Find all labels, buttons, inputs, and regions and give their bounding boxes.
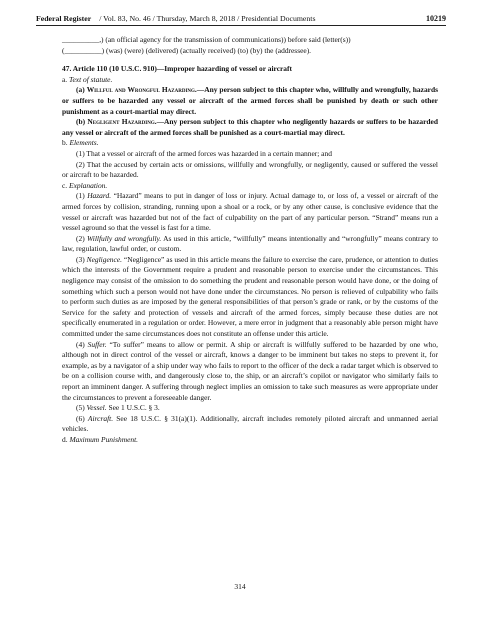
- explanation-5-term: Vessel.: [86, 403, 107, 413]
- item-c: [62, 181, 438, 192]
- statute-a-label: (a): [76, 85, 85, 95]
- explanation-2: [62, 234, 438, 255]
- document-body: [62, 35, 438, 446]
- item-b-text: Elements.: [69, 138, 99, 148]
- explanation-4: [62, 340, 438, 404]
- header-left: [36, 14, 315, 23]
- intro-line: __________,) (an official agency for the transmission of communications)) before said (letter(s)): [62, 35, 351, 44]
- header-page-number: 10219: [426, 14, 446, 23]
- explanation-6: [62, 414, 438, 435]
- explanation-1-term: Hazard.: [87, 191, 112, 201]
- explanation-3-num: (3): [76, 254, 85, 264]
- statute-a-heading: Willful and Wrongful Hazarding.: [86, 85, 197, 95]
- explanation-6-body: See 18 U.S.C. § 31(a)(1). Additionally, aircraft includes remotely piloted aircraft and unmanned aerial vehicles.: [62, 413, 439, 434]
- element-1: (1) That a vessel or aircraft of the armed forces was hazarded in a certain manner; and: [76, 148, 332, 158]
- explanation-3-body: “Negligence” as used in this article means the failure to exercise the care, prudence, or attention to duties which the interests of the Government require a prudent and reasonable person to exercise under the circumstances. This negligence may consist of the omission to do something the prudent and reasonable person would have done, or the doing of something which such a person would not have done under the circumstances. No person is relieved of culpability who fails to perform such duties as are imposed by the general responsibilities of that person’s grade or rank, or by the customs of the Service for the safety and protection of vessels and aircraft of the armed forces, simply because these duties are not specifically enumerated in a regulation or order. However, a mere error in judgment that a reasonably able person might have committed under the same circumstances does not constitute an offense under this article.: [62, 254, 439, 339]
- explanation-4-body: “To suffer” means to allow or permit. A ship or aircraft is willfully suffered to be hazarded by one who, although not in direct control of the vessel or aircraft, knows a danger to be imminent but takes no steps to prevent it, for example, as by a navigator of a ship under way who fails to report to the officer of the deck a radar target which is observed to be on a collision course with, and dangerously close to, the ship, or an aircraft’s copilot or navigator who similarly fails to report an imminent danger. A suffering through neglect implies an omission to take such measures as were appropriate under the circumstances to prevent a foreseeable danger.: [62, 339, 438, 402]
- publication-meta: / Vol. 83, No. 46 / Thursday, March 8, 2018 / Presidential Documents: [99, 14, 316, 23]
- item-d-text: Maximum Punishment.: [69, 434, 139, 444]
- statute-b-body: —Any person subject to this chapter who negligently hazards or suffers to be hazarded any vessel or aircraft of the armed forces shall be punished as a court-martial may direct.: [62, 117, 438, 137]
- explanation-1-body: “Hazard” means to put in danger of loss or injury. Actual damage to, or loss of, a vessel or aircraft of the armed forces by collision, stranding, running upon a shoal or a rock, or by any other cause, is conclusive evidence that the vessel or aircraft was hazarded but not of the fact of culpability on the part of any particular person. “Strand” means run a vessel aground so that the vessel is fast for a time.: [62, 191, 438, 233]
- explanation-3: [62, 255, 438, 340]
- item-c-label: c.: [62, 180, 68, 190]
- item-c-text: Explanation.: [69, 180, 108, 190]
- explanation-5-num: (5): [76, 403, 85, 413]
- explanation-5: [62, 403, 438, 414]
- item-a: [62, 75, 438, 86]
- explanation-1-num: (1): [76, 191, 85, 201]
- item-a-text: Text of statute.: [69, 74, 113, 84]
- item-b-label: b.: [62, 138, 68, 148]
- explanation-2-body: As used in this article, “willfully” means intentionally and “wrongfully” means contrary to law, regulation, lawful order, or custom.: [62, 233, 439, 254]
- explanation-6-num: (6): [76, 413, 85, 423]
- page-number: 314: [234, 582, 246, 591]
- explanation-2-num: (2): [76, 233, 85, 243]
- statute-a: [62, 85, 438, 117]
- explanation-6-term: Aircraft.: [87, 413, 114, 423]
- statute-a-body: —Any person subject to this chapter who, willfully and wrongfully, hazards or suffers to be hazarded any vessel or aircraft of the armed forces shall be punished by death or such other punishment as a court-martial may direct.: [62, 85, 439, 116]
- intro-line: (__________) (was) (were) (delivered) (actually received) (to) (by) the (addressee).: [62, 45, 312, 55]
- explanation-3-term: Negligence.: [86, 254, 122, 264]
- explanation-4-term: Suffer.: [87, 339, 107, 349]
- page-header: [36, 14, 446, 26]
- item-b: [62, 138, 438, 149]
- item-a-label: a.: [62, 74, 68, 84]
- statute-b-label: (b): [76, 117, 86, 127]
- article-title: 47. Article 110 (10 U.S.C. 910)—Improper hazarding of vessel or aircraft: [62, 64, 292, 74]
- explanation-4-num: (4): [76, 339, 85, 349]
- statute-b: [62, 117, 438, 138]
- item-d: [62, 435, 438, 446]
- explanation-2-term: Willfully and wrongfully.: [86, 233, 162, 243]
- explanation-5-body: See 1 U.S.C. § 3.: [108, 403, 160, 413]
- explanation-1: [62, 191, 438, 233]
- item-d-label: d.: [62, 434, 68, 444]
- element-2: (2) That the accused by certain acts or omissions, willfully and wrongfully, or negligently, caused or suffered the vessel or aircraft to be hazarded.: [62, 159, 438, 180]
- publication-name: Federal Register: [36, 14, 92, 23]
- statute-b-heading: Negligent Hazarding.: [87, 117, 157, 127]
